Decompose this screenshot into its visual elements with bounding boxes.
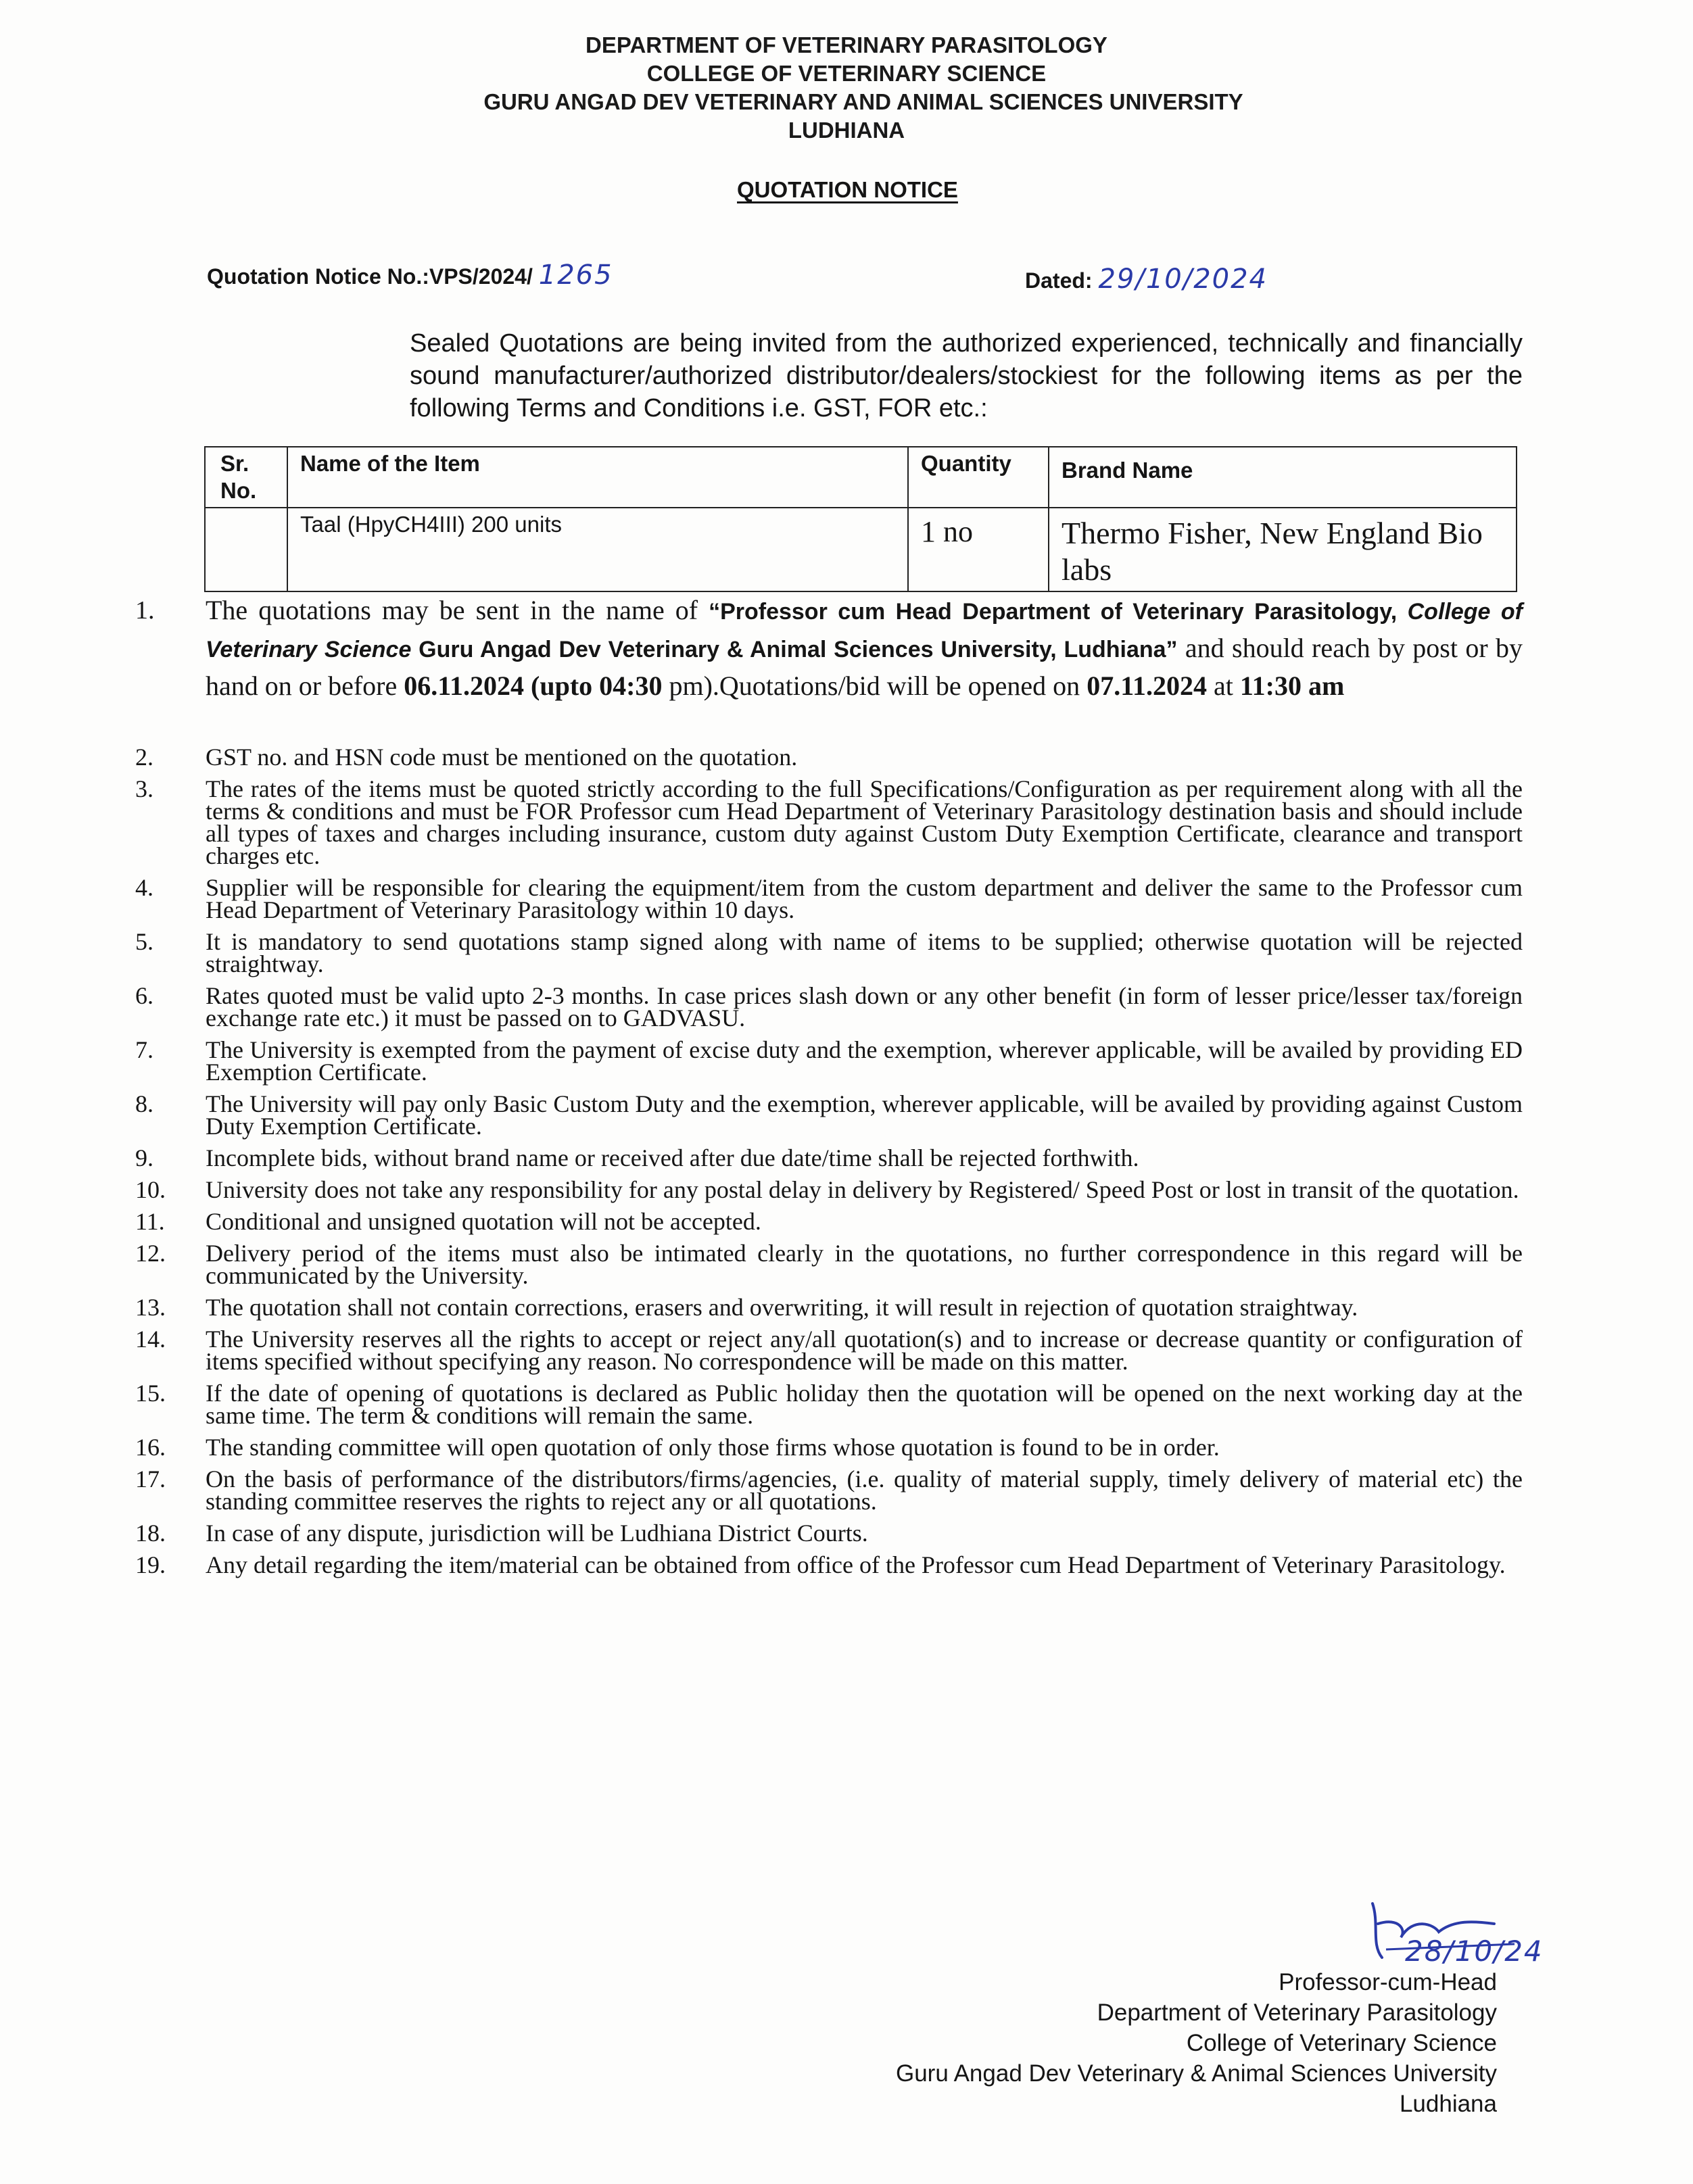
item-brand: Thermo Fisher, New England Bio labs xyxy=(1062,516,1483,587)
term-number: 13. xyxy=(135,1294,166,1321)
signatory-college: College of Veterinary Science xyxy=(1186,2030,1497,2056)
cell-name xyxy=(287,508,908,591)
university-name: GURU ANGAD DEV VETERINARY AND ANIMAL SCIENCES UNIVERSITY xyxy=(483,89,1243,114)
term-item xyxy=(135,592,1523,704)
notice-number-handwritten: 1265 xyxy=(538,260,613,291)
term1-at: at xyxy=(1206,671,1240,701)
term-item xyxy=(135,775,1523,869)
term-text: University does not take any responsibility for any postal delay in delivery by Registered/ Speed Post or lost in transit of the quotation. xyxy=(206,1176,1519,1203)
term1-college: College of Veterinary Science xyxy=(206,599,1523,662)
term-item xyxy=(135,1328,1523,1373)
term-text: On the basis of performance of the distributors/firms/agencies, (i.e. quality of material supply, timely delivery of material etc) the standing committee reserves the rights to reject any or all quotations. xyxy=(206,1465,1523,1515)
term-text: The rates of the items must be quoted strictly according to the full Specifications/Configuration as per requirement along with all the terms & conditions and must be FOR Professor cum Head Department of Veterinary Parasitology destination basis and should include all types of taxes and charges including insurance, custom duty against Custom Duty Exemption Certificate, clearance and transport charges etc. xyxy=(206,775,1523,869)
col-qty: Quantity xyxy=(908,447,1049,508)
term-number: 16. xyxy=(135,1434,166,1461)
signature-date-handwritten: 28/10/24 xyxy=(1405,1935,1544,1968)
term1-post: pm).Quotations/bid will be opened on xyxy=(662,671,1087,701)
dated-handwritten: 29/10/2024 xyxy=(1098,264,1268,295)
college-name: COLLEGE OF VETERINARY SCIENCE xyxy=(646,61,1047,86)
notice-title: QUOTATION NOTICE xyxy=(737,177,958,202)
term-item xyxy=(135,1382,1523,1427)
notice-date xyxy=(1025,264,1268,295)
term-item xyxy=(135,1551,1523,1578)
items-table xyxy=(204,446,1517,592)
term-item xyxy=(135,1176,1523,1203)
term-item xyxy=(135,928,1523,977)
term-text: In case of any dispute, jurisdiction will be Ludhiana District Courts. xyxy=(206,1520,868,1547)
intro-paragraph xyxy=(207,327,1523,424)
term1-university: Guru Angad Dev Veterinary & Animal Sciences University, Ludhiana” xyxy=(411,637,1178,662)
term-number: 4. xyxy=(135,874,153,901)
term-text: The quotation shall not contain corrections, erasers and overwriting, it will result in rejection of quotation straightway. xyxy=(206,1294,1358,1321)
cell-qty xyxy=(908,508,1049,591)
item-name: Taal (HpyCH4III) 200 units xyxy=(300,512,562,537)
city-name: LUDHIANA xyxy=(788,118,905,143)
term-number: 12. xyxy=(135,1240,166,1267)
signatory-city: Ludhiana xyxy=(1399,2091,1497,2117)
term-number: 15. xyxy=(135,1380,166,1407)
term1-opening-time: 11:30 am xyxy=(1239,671,1345,701)
term-text: The standing committee will open quotation of only those firms whose quotation is found to be in order. xyxy=(206,1434,1220,1461)
letterhead xyxy=(0,31,1693,145)
term-item xyxy=(135,1208,1523,1235)
signatory-university: Guru Angad Dev Veterinary & Animal Sciences University xyxy=(895,2060,1497,2087)
term-text: Incomplete bids, without brand name or received after due date/time shall be rejected forthwith. xyxy=(206,1144,1139,1171)
term-number: 1. xyxy=(135,596,155,625)
term-text: Conditional and unsigned quotation will not be accepted. xyxy=(206,1208,761,1235)
term-text: It is mandatory to send quotations stamp signed along with name of items to be supplied; otherwise quotation will be rejected straightway. xyxy=(206,928,1523,977)
term-number: 17. xyxy=(135,1465,166,1493)
term-text: The University will pay only Basic Custom Duty and the exemption, wherever applicable, will be availed by providing against Custom Duty Exemption Certificate. xyxy=(206,1090,1523,1140)
cell-sr xyxy=(205,508,287,591)
term-text: Any detail regarding the item/material can be obtained from office of the Professor cum Head Department of Veterinary Parasitology. xyxy=(206,1551,1506,1578)
term-item xyxy=(135,1090,1523,1140)
term-text xyxy=(206,592,1523,704)
term1-opening-date: 07.11.2024 xyxy=(1087,671,1207,701)
term-item xyxy=(135,982,1523,1032)
item-quantity: 1 no xyxy=(921,515,973,548)
term-number: 7. xyxy=(135,1036,153,1063)
term1-deadline: 06.11.2024 (upto 04:30 xyxy=(404,671,663,701)
term-text: The University is exempted from the payment of excise duty and the exemption, wherever applicable, will be availed by providing ED Exemption Certificate. xyxy=(206,1036,1523,1086)
col-brand: Brand Name xyxy=(1049,447,1517,508)
term-item xyxy=(135,1036,1523,1086)
notice-number xyxy=(207,260,613,291)
col-name: Name of the Item xyxy=(287,447,908,508)
term-text: Rates quoted must be valid upto 2-3 months. In case prices slash down or any other benefit (in form of lesser price/lesser tax/foreign exchange rate etc.) it must be passed on to GADVASU. xyxy=(206,982,1523,1032)
term-text: GST no. and HSN code must be mentioned on the quotation. xyxy=(206,744,798,771)
term1-mid: and should reach by post or by hand on or before xyxy=(206,633,1523,701)
notice-number-label: Quotation Notice No.:VPS/2024/ xyxy=(207,264,533,289)
table-header-row xyxy=(205,447,1517,508)
term-text: If the date of opening of quotations is declared as Public holiday then the quotation will be opened on the next working day at the same time. The term & conditions will remain the same. xyxy=(206,1380,1523,1429)
table-row xyxy=(205,508,1517,591)
dated-label: Dated: xyxy=(1025,268,1093,293)
term-number: 11. xyxy=(135,1208,165,1235)
term-item xyxy=(135,874,1523,923)
term-number: 2. xyxy=(135,744,153,771)
term-item xyxy=(135,1436,1523,1459)
term-item xyxy=(135,746,1523,769)
terms-rest xyxy=(135,746,1523,1576)
term-item xyxy=(135,1522,1523,1545)
signatory-title: Professor-cum-Head xyxy=(1279,1969,1497,1995)
term-text: Delivery period of the items must also be intimated clearly in the quotations, no further correspondence in this regard will be communicated by the University. xyxy=(206,1240,1523,1289)
term-item xyxy=(135,1242,1523,1287)
term-number: 6. xyxy=(135,982,153,1009)
term-number: 8. xyxy=(135,1090,153,1117)
term-number: 3. xyxy=(135,775,153,802)
term-number: 10. xyxy=(135,1176,166,1203)
term-text: Supplier will be responsible for clearing the equipment/item from the custom department and deliver the same to the Professor cum Head Department of Veterinary Parasitology within 10 days. xyxy=(206,874,1523,923)
term-number: 5. xyxy=(135,928,153,955)
department-name: DEPARTMENT OF VETERINARY PARASITOLOGY xyxy=(586,32,1107,57)
terms-list xyxy=(135,592,1523,1586)
term-number: 9. xyxy=(135,1144,153,1171)
term-item xyxy=(135,1296,1523,1319)
term1-addressee: “Professor cum Head Department of Veterinary Parasitology, xyxy=(709,599,1408,625)
signature-block xyxy=(896,1967,1497,2119)
term-text: The University reserves all the rights to accept or reject any/all quotation(s) and to increase or decrease quantity or configuration of items specified without specifying any reason. No correspondence will be made on this matter. xyxy=(206,1326,1523,1375)
term-number: 19. xyxy=(135,1551,166,1578)
col-sr: Sr. No. xyxy=(205,447,287,508)
signatory-department: Department of Veterinary Parasitology xyxy=(1097,1999,1497,2026)
cell-brand xyxy=(1049,508,1517,591)
term-item xyxy=(135,1465,1523,1515)
intro-text: Sealed Quotations are being invited from the authorized experienced, technically and financially sound manufacturer/authorized distributor/dealers/stockiest for the following items as per the following Terms and Conditions i.e. GST, FOR etc.: xyxy=(410,329,1523,422)
term-item xyxy=(135,1144,1523,1171)
term-number: 18. xyxy=(135,1520,166,1547)
term1-pre: The quotations may be sent in the name of xyxy=(206,595,709,625)
term-number: 14. xyxy=(135,1326,166,1353)
